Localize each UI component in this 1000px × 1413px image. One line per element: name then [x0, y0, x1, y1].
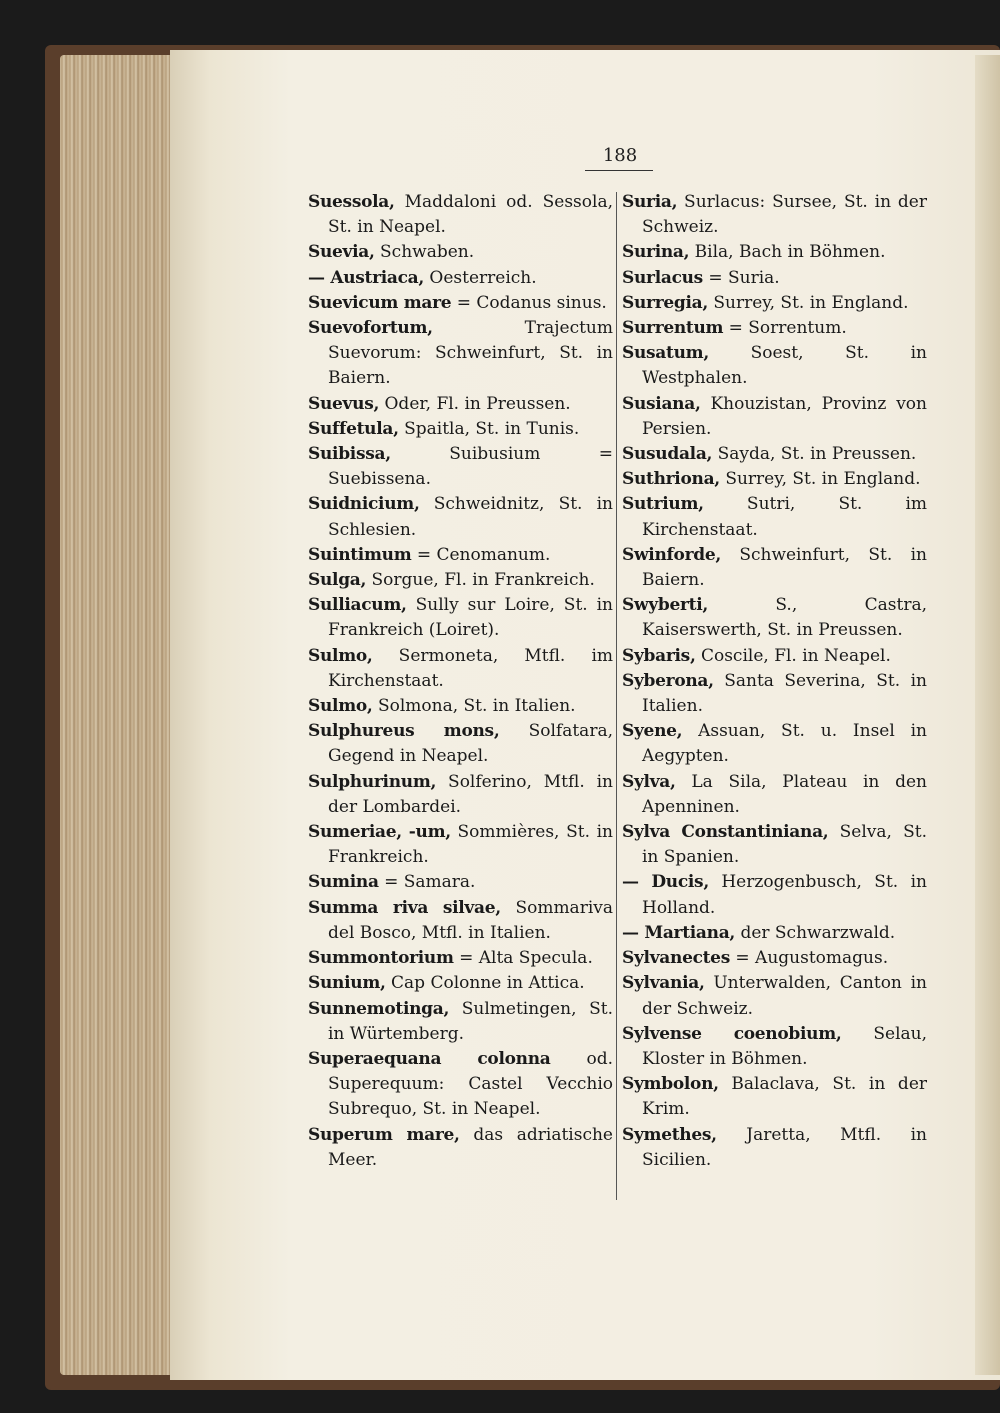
entry-definition: = Augustomagus.	[735, 948, 889, 969]
dictionary-entry	[308, 946, 613, 971]
dictionary-entry	[622, 316, 927, 341]
dictionary-entry	[308, 997, 613, 1047]
entry-definition: Sommariva del Bosco, Mtfl. in Italien.	[328, 897, 613, 943]
entry-headword: Surregia,	[622, 292, 708, 313]
entry-definition: Solfatara, Gegend in Neapel.	[328, 721, 613, 767]
entry-definition: Unterwalden, Canton in der Schweiz.	[642, 973, 928, 1019]
dictionary-entry	[308, 770, 613, 820]
entry-headword: Suevia,	[308, 242, 375, 263]
dictionary-entry	[622, 1123, 927, 1173]
dictionary-entry	[308, 568, 613, 593]
entry-headword: — Ducis,	[622, 872, 709, 893]
entry-headword: Suintimum	[308, 544, 412, 565]
entry-definition: Khouzistan, Provinz von Persien.	[642, 393, 927, 439]
dictionary-entry	[622, 240, 927, 265]
entry-definition: = Codanus sinus.	[456, 292, 607, 313]
entry-headword: Syene,	[622, 721, 683, 742]
dictionary-entry	[308, 1123, 613, 1173]
column-divider	[616, 192, 617, 1200]
entry-definition: Oesterreich.	[429, 267, 537, 288]
entry-definition: Sutri, St. im Kirchenstaat.	[642, 494, 928, 540]
dictionary-entry	[308, 316, 613, 392]
entry-headword: Sumeriae, -um,	[308, 822, 451, 843]
entry-definition: Cap Colonne in Attica.	[391, 973, 585, 994]
entry-headword: Susiana,	[622, 393, 701, 414]
dictionary-entry	[622, 770, 927, 820]
dictionary-entry	[622, 644, 927, 669]
dictionary-entry	[622, 291, 927, 316]
dictionary-entry	[622, 190, 927, 240]
entry-definition: Coscile, Fl. in Neapel.	[700, 645, 891, 666]
entry-headword: Sylva,	[622, 771, 676, 792]
entry-definition: = Suria.	[708, 267, 780, 288]
entry-definition: Balaclava, St. in der Krim.	[642, 1074, 928, 1120]
entry-headword: Suffetula,	[308, 418, 399, 439]
dictionary-entry	[622, 719, 927, 769]
entry-definition: Jaretta, Mtfl. in Sicilien.	[642, 1124, 928, 1170]
dictionary-entry	[308, 971, 613, 996]
entry-definition: Soest, St. in Westphalen.	[642, 343, 927, 389]
entry-definition: = Alta Specula.	[459, 948, 593, 969]
dictionary-entry	[622, 1072, 927, 1122]
entry-definition: Sayda, St. in Preussen.	[717, 444, 917, 465]
dictionary-entry	[308, 392, 613, 417]
entry-headword: Symethes,	[622, 1124, 717, 1145]
entry-definition: Schwaben.	[380, 242, 475, 263]
entry-definition: Schweinfurt, St. in Baiern.	[642, 544, 928, 591]
entry-headword: Swyberti,	[622, 595, 708, 616]
entry-definition: Sulmetingen, St. in Würtemberg.	[328, 998, 614, 1044]
dictionary-entry	[622, 669, 927, 719]
entry-definition: Solmona, St. in Italien.	[377, 696, 576, 717]
right-column	[622, 190, 927, 1173]
entry-headword: Suibissa,	[308, 444, 391, 465]
entry-headword: Summa riva silvae,	[308, 897, 501, 918]
header-rule	[585, 170, 653, 171]
entry-definition: der Schwarzwald.	[740, 922, 896, 943]
entry-definition: Oder, Fl. in Preussen.	[384, 393, 571, 414]
dictionary-entry	[308, 240, 613, 265]
entry-headword: Sulphurinum,	[308, 771, 437, 792]
dictionary-entry	[308, 266, 613, 291]
dictionary-entry	[308, 190, 613, 240]
dictionary-entry	[308, 492, 613, 542]
entry-headword: Sunium,	[308, 973, 386, 994]
dictionary-entry	[622, 1022, 927, 1072]
dictionary-entry	[622, 467, 927, 492]
dictionary-entry	[622, 971, 927, 1021]
entry-definition: Trajectum Suevorum: Schweinfurt, St. in Baiern.	[328, 318, 613, 389]
dictionary-entry	[622, 341, 927, 391]
entry-headword: Superaequana colonna	[308, 1048, 551, 1069]
entry-definition: Schweidnitz, St. in Schlesien.	[328, 494, 614, 540]
dictionary-entry	[308, 870, 613, 895]
entry-headword: Symbolon,	[622, 1074, 719, 1095]
entry-headword: Syberona,	[622, 670, 714, 691]
entry-definition: Selau, Kloster in Böhmen.	[642, 1023, 928, 1069]
entry-headword: Suidnicium,	[308, 494, 420, 515]
dictionary-entry	[622, 543, 927, 593]
entry-definition: Surrey, St. in England.	[713, 292, 909, 313]
entry-definition: Surrey, St. in England.	[725, 469, 921, 490]
entry-definition: Sully sur Loire, St. in Frankreich (Loiret).	[328, 595, 613, 641]
entry-headword: Sylvania,	[622, 973, 705, 994]
entry-headword: Surlacus	[622, 267, 703, 288]
entry-headword: Suevus,	[308, 393, 380, 414]
right-page-edge	[975, 55, 1000, 1375]
entry-headword: Sylva Constantiniana,	[622, 822, 829, 843]
entry-definition: = Samara.	[384, 872, 476, 893]
entry-headword: Sulmo,	[308, 696, 373, 717]
dictionary-entry	[622, 820, 927, 870]
dictionary-entry	[622, 442, 927, 467]
dictionary-entry	[308, 896, 613, 946]
entry-headword: Suessola,	[308, 192, 395, 212]
entry-headword: Swinforde,	[622, 544, 721, 565]
dictionary-entry	[308, 543, 613, 568]
dictionary-entry	[622, 946, 927, 971]
entry-definition: La Sila, Plateau in den Apenninen.	[642, 771, 927, 817]
dictionary-entry	[622, 921, 927, 946]
entry-definition: = Sorrentum.	[728, 318, 847, 339]
entry-headword: Suthriona,	[622, 469, 720, 490]
dictionary-entry	[308, 820, 613, 870]
dictionary-entry	[622, 593, 927, 643]
entry-headword: Sylvense coenobium,	[622, 1023, 842, 1044]
entry-definition: Santa Severina, St. in Italien.	[642, 670, 927, 717]
dictionary-entry	[308, 694, 613, 719]
entry-headword: Superum mare,	[308, 1124, 460, 1145]
entry-definition: Spaitla, St. in Tunis.	[404, 418, 580, 439]
dictionary-entry	[622, 492, 927, 542]
dictionary-entry	[622, 266, 927, 291]
dictionary-entry	[308, 1047, 613, 1123]
entry-headword: Sunnemotinga,	[308, 998, 450, 1019]
entry-headword: Suria,	[622, 192, 678, 212]
dictionary-entry	[308, 291, 613, 316]
entry-headword: — Austriaca,	[308, 267, 425, 288]
dictionary-entry	[308, 417, 613, 442]
entry-headword: Sybaris,	[622, 645, 696, 666]
entry-headword: Sulphureus mons,	[308, 721, 500, 742]
entry-definition: Assuan, St. u. Insel in Aegypten.	[642, 721, 927, 767]
entry-headword: Sulga,	[308, 570, 367, 591]
entry-headword: Suevicum mare	[308, 292, 452, 313]
entry-headword: — Martiana,	[622, 922, 736, 943]
entry-headword: Sutrium,	[622, 494, 704, 515]
entry-headword: Sulliacum,	[308, 595, 407, 616]
entry-definition: Sorgue, Fl. in Frankreich.	[371, 570, 595, 591]
entry-definition: S., Castra, Kaiserswerth, St. in Preussen.	[642, 595, 927, 641]
entry-definition: Selva, St. in Spanien.	[642, 822, 928, 868]
dictionary-entry	[622, 392, 927, 442]
entry-definition: das adriatische Meer.	[328, 1124, 613, 1170]
entry-definition: Suibusium = Suebissena.	[328, 444, 613, 490]
left-column	[308, 190, 613, 1173]
entry-definition: Sommières, St. in Frankreich.	[328, 822, 614, 868]
dictionary-entry	[308, 593, 613, 643]
dictionary-entry	[308, 719, 613, 769]
entry-definition: Maddaloni od. Sessola, St. in Neapel.	[328, 192, 613, 238]
entry-definition: Sermoneta, Mtfl. im Kirchenstaat.	[328, 645, 614, 691]
entry-definition: Herzogenbusch, St. in Holland.	[642, 872, 927, 918]
entry-definition: Bila, Bach in Böhmen.	[694, 242, 886, 263]
entry-definition: Surlacus: Sursee, St. in der Schweiz.	[642, 192, 927, 238]
entry-headword: Summontorium	[308, 948, 454, 969]
entry-headword: Susatum,	[622, 343, 709, 364]
page-number: 188	[602, 145, 638, 166]
entry-headword: Surina,	[622, 242, 690, 263]
entry-headword: Sumina	[308, 872, 379, 893]
entry-headword: Susudala,	[622, 444, 713, 465]
entry-definition: od. Superequum: Castel Vecchio Subrequo, St. in Neapel.	[328, 1048, 613, 1120]
entry-definition: Solferino, Mtfl. in der Lombardei.	[328, 771, 614, 817]
dictionary-entry	[622, 870, 927, 920]
entry-headword: Suevofortum,	[308, 318, 433, 339]
dictionary-entry	[308, 442, 613, 492]
entry-headword: Sylvanectes	[622, 948, 730, 969]
entry-headword: Sulmo,	[308, 645, 373, 666]
dictionary-entry	[308, 644, 613, 694]
entry-headword: Surrentum	[622, 318, 724, 339]
entry-definition: = Cenomanum.	[416, 544, 551, 565]
